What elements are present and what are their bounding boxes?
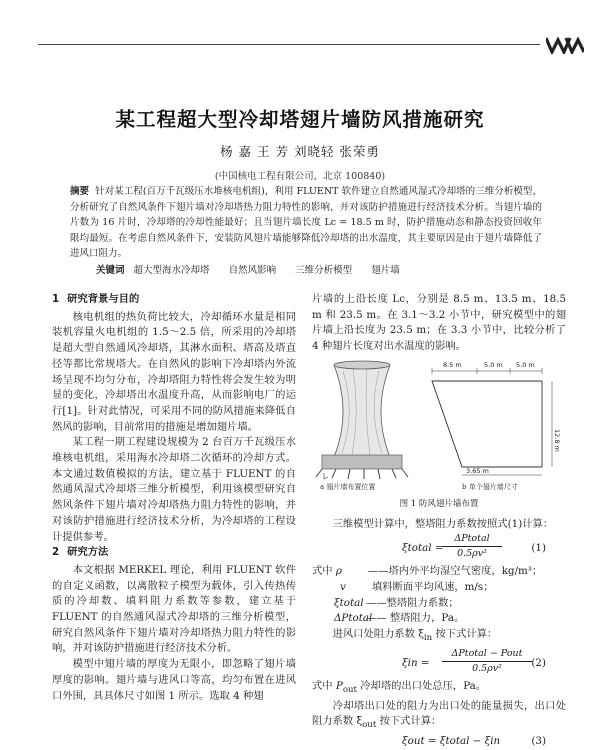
equation-number: (1) — [531, 542, 546, 555]
paragraph: 核电机组的热负荷比较大，冷却循环水量是相同装机容量火电机组的 1.5～2.5 倍，所采用的冷却塔是超大型自然通风冷却塔，其淋水面积、塔高及塔直径等都比常规塔大。在自然风的影响下冷却塔内外流场呈现不均匀分布，冷却塔阻力特性将会发生较为明显的变化，冷却塔出水温度升高，从而影响电厂的运行[1]。针对此情况，可采用不同的防风措施来降低自然风的影响，目前常用的措施是增加翅片墙。 — [52, 310, 296, 433]
paragraph: 片墙的上沿长度 Lc，分别是 8.5 m、13.5 m、18.5 m 和 23.5 m。在 3.1～3.2 小节中，研究模型中的翅片墙上沿长度为 23.5 m；在 3.3 小节中，比较分析了 4 种翅片长度对出水温度的影响。 — [312, 293, 566, 353]
definition: 式中 ρ ——塔内外平均湿空气密度，kg/m³； — [312, 565, 543, 578]
paragraph: 式中 $P_{out}$ 冷却塔的出口处总压，Pa。 — [312, 679, 487, 695]
subfigure-caption-a: a 翅片墙布置位置 — [320, 482, 376, 491]
figure-drawing — [312, 357, 566, 497]
paragraph: 模型中翅片墙的厚度为无限小，即忽略了翅片墙厚度的影响。翅片墙与进风口等高，均匀布置在进风口外围，具具体尺寸如图 1 所示。选取 4 种翅 — [52, 658, 296, 702]
paragraph: 三维模型计算中，整塔阻力系数按照式(1)计算： — [332, 517, 554, 530]
abstract-label: 摘要 — [70, 186, 90, 197]
dim-label: 12.8 m — [553, 428, 561, 452]
equation-3 — [312, 734, 566, 750]
equation-lhs: ξtotal = — [402, 542, 444, 555]
left-column — [52, 292, 296, 704]
equation-2 — [312, 647, 566, 679]
header-rule — [38, 44, 540, 45]
keyword: 自然风影响 — [228, 265, 277, 276]
dim-label: 8.5 m — [443, 360, 462, 369]
paragraph: 冷却塔出口处的阻力为出口处的能量损失，出口处阻力系数 $\xi_{out}$ 按下式计算： — [312, 699, 566, 731]
fin-wall-dimensions — [432, 361, 561, 475]
equation-expression: ξout = ξtotal − ξin — [402, 734, 501, 747]
cooling-tower-model — [316, 361, 408, 479]
paragraph: 本文根据 MERKEL 理论，利用 FLUENT 软件的自定义函数，以离散粒子模型为载体，引入传热传质的冷却数、填料阻力系数等参数，建立基于 FLUENT 的自然通风湿式冷却塔的三维分析模型，研究自然风条件下翅片墙对冷却塔热力阻力特性的影响，并对该防护措施进行经济技术分析。 — [52, 563, 296, 655]
dim-label: 5.0 m — [484, 360, 503, 369]
equation-number: (2) — [531, 656, 546, 669]
figure-1 — [312, 357, 566, 497]
authors: 杨 嘉 王 芳 刘晓轻 张荣勇 — [220, 144, 380, 159]
subfigure-caption-b: b 单个翅片墙尺寸 — [462, 482, 518, 491]
paper-title: 某工程超大型冷却塔翅片墙防风措施研究 — [115, 108, 485, 131]
dim-label: 5.0 m — [516, 360, 535, 369]
equation-number: (3) — [531, 734, 546, 747]
symbol-definitions — [312, 564, 566, 627]
keyword: 超大型海水冷却塔 — [133, 265, 210, 276]
paragraph: 进风口处阻力系数 $\xi_{in}$ 按下式计算： — [332, 628, 498, 644]
paragraph: 某工程一期工程建设规模为 2 台百万千瓦级压水堆核电机组，采用海水冷却塔二次循环的冷却方式。本文通过数值模拟的方法，建立基于 FLUENT 的自然通风湿式冷却塔三维分析模型，利用该模型研究自然风条件下翅片墙对冷却塔热力阻力特性的影响，并对该防护措施进行经济技术分析，为冷却塔的工程设计提供参考。 — [52, 436, 296, 543]
affiliation: (中国核电工程有限公司，北京 100840) — [214, 171, 386, 182]
section-heading: 2 研究方法 — [52, 546, 109, 559]
equation-fraction: ΔPtotal 0.5ρv² — [442, 532, 502, 561]
definition: ΔPtotal—— 整塔阻力，Pa。 — [334, 612, 465, 625]
abstract — [70, 184, 542, 262]
definition: v 填料断面平均风速，m/s； — [340, 580, 494, 593]
keyword: 三维分析模型 — [295, 265, 353, 276]
equation-1 — [312, 532, 566, 564]
right-column — [312, 292, 566, 750]
figure-caption: 图 1 防风翅片墙布置 — [399, 498, 479, 509]
dim-label: 3.65 m — [466, 466, 489, 475]
section-heading: 1 研究背景与目的 — [52, 293, 140, 305]
equation-fraction: ΔPtotal − Pout 0.5ρv² — [442, 647, 532, 676]
keywords-label: 关键词 — [96, 265, 125, 276]
publisher-logo — [546, 36, 584, 54]
equation-lhs: ξin = — [402, 656, 430, 669]
keyword: 翅片墙 — [371, 265, 400, 276]
keywords — [96, 262, 542, 276]
abstract-text: 针对某工程(百万千瓦级压水堆核电机组)，利用 FLUENT 软件建立自然通风湿式冷却塔的三维分析模型，分析研究了自然风条件下翅片墙对冷却塔热力阻力特性的影响，并对该防护措施进行经济技术分析。当翅片墙的片数为 16 片时，冷却塔的冷却性能最好；且当翅片墙长度 Lc = 18.5 m 时，防护措施动态和静态投资回收年限均最短。在考虑自然风条件下，安装防风翅片墙能够降低冷却塔的出水温度，其主要原因是由于翅片墙降低了进风口阻力。 — [70, 186, 542, 259]
definition: ξtotal ——整塔阻力系数； — [334, 596, 459, 609]
